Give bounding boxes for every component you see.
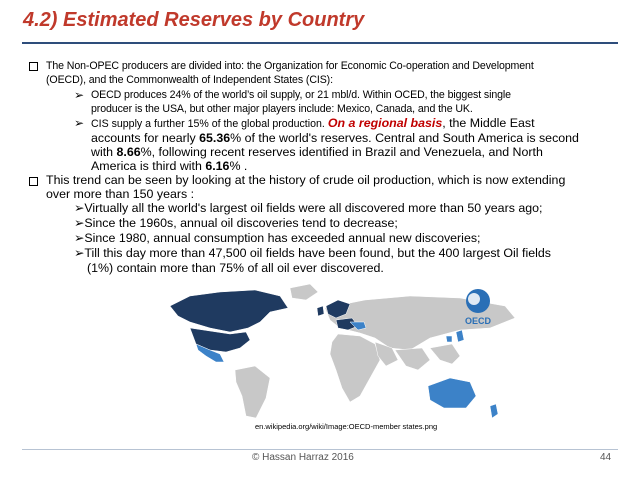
paragraph-trend bbox=[46, 173, 565, 201]
list-item: ➢Since the 1960s, annual oil discoveries tend to decrease; bbox=[74, 216, 398, 230]
map-credit: en.wikipedia.org/wiki/Image:OECD-member states.png bbox=[255, 422, 438, 431]
reserves-text: accounts for nearly bbox=[91, 131, 196, 145]
list-item: ➢Virtually all the world's largest oil fields were all discovered more than 50 years ago; bbox=[74, 201, 543, 215]
footer-divider bbox=[22, 449, 618, 450]
paragraph-line: (OECD), and the Commonwealth of Independent States (CIS): bbox=[46, 74, 333, 86]
paragraph-line: producer is the USA, but other major players include: Mexico, Canada, and the UK. bbox=[91, 103, 473, 115]
oecd-logo bbox=[458, 286, 498, 328]
slide-title: 4.2) Estimated Reserves by Country bbox=[23, 9, 365, 31]
paragraph-non-opec bbox=[46, 59, 534, 87]
oecd-logo-text: OECD bbox=[464, 316, 492, 326]
reserves-text: %, following recent reserves identified in Brazil and Venezuela, and North bbox=[140, 145, 543, 159]
arrow-bullet-icon: ➢ bbox=[74, 231, 85, 245]
paragraph-oecd-supply bbox=[91, 88, 511, 116]
reserves-text: % . bbox=[229, 159, 248, 173]
cis-lead-text: CIS supply a further 15% of the global production. bbox=[91, 118, 325, 130]
paragraph-line: The Non-OPEC producers are divided into: the Organization for Economic Co-operation and Development bbox=[46, 60, 534, 72]
footer-copyright: © Hassan Harraz 2016 bbox=[252, 452, 354, 463]
list-item-continuation: (1%) contain more than 75% of all oil ever discovered. bbox=[87, 261, 384, 275]
arrow-bullet-icon: ➢ bbox=[74, 216, 85, 230]
reserves-text: with bbox=[91, 145, 114, 159]
regional-basis-highlight: On a regional basis bbox=[327, 116, 443, 130]
reserves-text: % of the world's reserves. Central and South America is second bbox=[230, 131, 579, 145]
middle-east-text: , the Middle East bbox=[442, 116, 535, 130]
trend-list bbox=[74, 201, 551, 276]
paragraph-cis-supply bbox=[91, 116, 631, 173]
arrow-bullet-icon: ➢ bbox=[74, 246, 85, 260]
middle-east-percent: 65.36 bbox=[199, 131, 231, 145]
checkbox-bullet-icon bbox=[29, 177, 38, 186]
paragraph-line: This trend can be seen by looking at the history of crude oil production, which is now extending bbox=[46, 173, 566, 187]
reserves-text: America is third with bbox=[91, 159, 202, 173]
paragraph-line: OECD produces 24% of the world’s oil supply, or 21 mbl/d. Within OCED, the biggest single bbox=[91, 89, 511, 101]
list-item: ➢Since 1980, annual consumption has exceeded annual new discoveries; bbox=[74, 231, 481, 245]
arrow-bullet-icon: ➢ bbox=[74, 201, 85, 215]
oecd-logo-highlight bbox=[468, 293, 480, 305]
arrow-bullet-icon: ➢ bbox=[74, 88, 85, 102]
title-divider bbox=[22, 42, 618, 44]
paragraph-line: over more than 150 years : bbox=[46, 187, 195, 201]
checkbox-bullet-icon bbox=[29, 62, 38, 71]
page-number: 44 bbox=[600, 452, 612, 463]
list-item: ➢Till this day more than 47,500 oil fields have been found, but the 400 largest Oil fields bbox=[74, 246, 551, 260]
arrow-bullet-icon: ➢ bbox=[74, 116, 85, 130]
central-south-america-percent: 8.66 bbox=[116, 145, 141, 159]
north-america-percent: 6.16 bbox=[205, 159, 230, 173]
